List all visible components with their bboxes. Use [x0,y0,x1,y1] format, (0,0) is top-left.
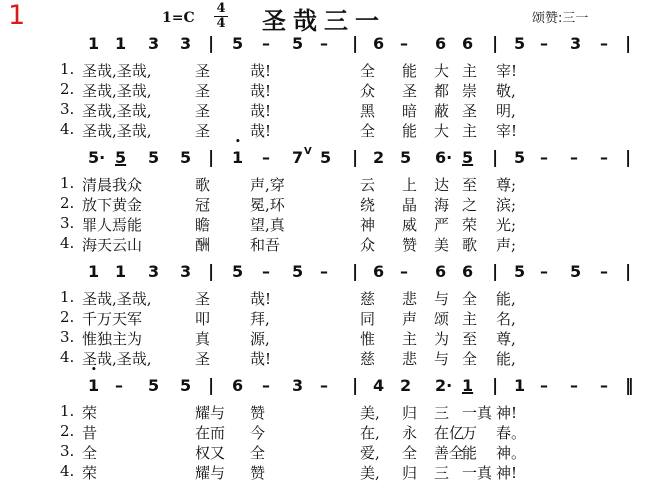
verse-number: 1. [60,402,75,420]
time-top: 4 [216,1,226,16]
lyric-word: 三 [434,464,450,482]
note: – [600,376,608,395]
note: 6 [462,34,474,53]
barline: | [352,262,359,282]
note: – [600,262,608,281]
note: – [320,262,328,281]
lyric-word: 荣 [82,464,98,482]
key-signature: 1=C [162,10,195,26]
lyric-word: 圣哉,圣哉, [82,350,152,368]
lyric-word: 上 [402,176,418,194]
verse-number: 1. [60,288,75,306]
lyric-word: 圣 [195,102,211,120]
note: 5· [88,148,106,167]
lyric-word: 悲 [402,290,418,308]
note: 5 [514,262,526,281]
lyric-word: 能 [402,62,418,80]
lyric-word: 神! [496,464,518,482]
note: 5 [232,262,244,281]
lyric-word: 主 [402,330,418,348]
lyric-word: 之 [462,196,478,214]
lyric-word: 圣哉,圣哉, [82,82,152,100]
note: 1 [88,34,100,53]
lyric-line [60,60,660,80]
lyric-word: 圣哉,圣哉, [82,62,152,80]
note: – [540,376,548,395]
lyric-word: 宰! [496,62,518,80]
lyric-word: 慈 [360,290,376,308]
lyric-word: 哉! [250,122,272,140]
lyric-word: 赞 [250,464,266,482]
lyric-word: 惟独主为 [82,330,143,348]
lyric-word: 三 [434,404,450,422]
lyric-word: 宰! [496,122,518,140]
lyric-line [60,288,660,308]
lyric-word: 与 [434,290,450,308]
note: 5 [148,376,160,395]
verse-number: 3. [60,214,75,232]
lyric-word: 冠 [195,196,211,214]
lyric-word: 放下黄金 [82,196,143,214]
note: 5 [148,148,160,167]
note: 5 [514,34,526,53]
lyric-word: 叩 [195,310,211,328]
note: – [540,148,548,167]
lyric-word: 声 [402,310,418,328]
lyric-line [60,348,660,368]
lyric-word: 歌 [195,176,211,194]
lyric-word: 全 [402,444,418,462]
lyric-word: 全 [250,444,266,462]
note: – [400,34,408,53]
lyric-line [60,80,660,100]
note: 5 [292,34,304,53]
hymn-credit: 颂赞:三一 [532,11,589,26]
barline: | [492,262,499,282]
note: 2· [435,376,453,395]
barline: | [492,34,499,54]
note: 3 [148,34,160,53]
note: – [600,148,608,167]
note: 5 [292,262,304,281]
lyric-word: 赞 [250,404,266,422]
lyric-word: 全 [462,290,478,308]
lyric-word: 圣哉,圣哉, [82,102,152,120]
barline: | [625,34,632,54]
barline: | [208,34,215,54]
lyric-word: 主 [462,122,478,140]
barline: | [352,34,359,54]
verse-number: 2. [60,80,75,98]
note: 5 [232,34,244,53]
lyric-word: 达 [434,176,450,194]
lyric-word: 都 [434,82,450,100]
barline: | [492,376,499,396]
lyric-word: 善全 [434,444,465,462]
lyric-word: 美 [434,236,450,254]
lyric-word: 同 [360,310,376,328]
lyric-word: 永 [402,424,418,442]
lyric-line [60,402,660,422]
note: V [304,146,312,157]
lyric-word: 主 [462,310,478,328]
note: • 1 [232,148,243,167]
note: 2 [400,376,412,395]
note: – [262,34,270,53]
lyric-word: 能, [496,350,516,368]
lyric-word: 圣 [462,102,478,120]
lyric-word: 声,穿 [250,176,285,194]
note: – [262,262,270,281]
lyric-word: 拜, [250,310,270,328]
lyric-word: 一真 [462,404,493,422]
note: 3 [292,376,304,395]
notation-line [0,262,667,286]
lyric-word: 全 [82,444,98,462]
barline: | [352,376,359,396]
lyric-word: 爱, [360,444,380,462]
lyric-word: 晶 [402,196,418,214]
lyric-word: 大 [434,122,450,140]
lyric-word: 云 [360,176,376,194]
verse-number: 3. [60,442,75,460]
lyric-word: 在而 [195,424,226,442]
lyric-word: 惟 [360,330,376,348]
lyric-word: 能 [462,444,478,462]
lyric-word: 至 [462,330,478,348]
lyric-word: 荣 [462,216,478,234]
note: 1 [115,34,127,53]
lyric-line [60,328,660,348]
lyric-word: 与 [434,350,450,368]
lyric-word: 能, [496,290,516,308]
lyric-word: 在亿 [434,424,465,442]
lyric-word: 蔽 [434,102,450,120]
barline: | [208,262,215,282]
lyric-word: 源, [250,330,270,348]
note: 1 [462,376,474,395]
verse-number: 3. [60,328,75,346]
lyric-word: 声; [496,236,517,254]
note: 7 [292,148,304,167]
note: 3 [180,262,192,281]
verse-number: 2. [60,194,75,212]
lyric-word: 尊; [496,176,517,194]
note: 3 [148,262,160,281]
lyric-word: 名, [496,310,516,328]
note: 1 [88,262,100,281]
note: – [262,376,270,395]
note: 5 [514,148,526,167]
lyric-line [60,100,660,120]
lyric-line [60,194,660,214]
note: 6 [232,376,244,395]
lyric-word: 美, [360,404,380,422]
lyric-word: 海天云山 [82,236,143,254]
lyric-word: 圣哉,圣哉, [82,290,152,308]
note: – [570,376,578,395]
lyric-word: 万 [462,424,478,442]
note: – [600,34,608,53]
verse-number: 4. [60,120,75,138]
lyric-word: 圣 [195,62,211,80]
time-signature [214,3,228,30]
note: 2 [373,148,385,167]
notation-line [0,376,667,400]
lyric-word: 黑 [360,102,376,120]
lyric-word: 望,真 [250,216,285,234]
note: 6 [435,262,447,281]
barline: ‖ [625,376,634,396]
hymn-title: 圣哉三一 [262,6,386,35]
lyric-line [60,308,660,328]
note: – [320,376,328,395]
barline: | [208,148,215,168]
lyric-word: 圣 [402,82,418,100]
verse-number: 4. [60,462,75,480]
note: 3 [180,34,192,53]
lyric-line [60,234,660,254]
verse-number: 4. [60,234,75,252]
lyric-word: 耀与 [195,464,226,482]
lyric-word: 滨; [496,196,517,214]
lyric-word: 今 [250,424,266,442]
note: 6 [373,262,385,281]
lyric-word: 尊, [496,330,516,348]
notation-line [0,34,667,58]
lyric-word: 全 [462,350,478,368]
lyric-word: 大 [434,62,450,80]
page-number: 1 [8,0,26,31]
lyric-word: 酬 [195,236,211,254]
lyric-word: 哉! [250,350,272,368]
note: 6 [373,34,385,53]
lyric-line [60,120,660,140]
note: 5 [180,376,192,395]
lyric-word: 圣 [195,350,211,368]
verse-number: 2. [60,308,75,326]
note: 5 [570,262,582,281]
note: 3 [570,34,582,53]
verse-number: 1. [60,174,75,192]
lyric-word: 敬, [496,82,516,100]
lyric-word: 哉! [250,102,272,120]
lyric-word: 神 [360,216,376,234]
lyric-word: 光; [496,216,517,234]
lyric-word: 美, [360,464,380,482]
note: • 1 [88,376,99,395]
note: 5 [180,148,192,167]
lyric-word: 全 [360,62,376,80]
lyric-word: 冕,环 [250,196,285,214]
lyric-word: 瞻 [195,216,211,234]
lyric-word: 哉! [250,290,272,308]
lyric-line [60,442,660,462]
verse-number: 4. [60,348,75,366]
lyric-word: 圣 [195,290,211,308]
barline: | [492,148,499,168]
note: 5 [115,148,127,167]
lyric-word: 圣哉,圣哉, [82,122,152,140]
lyric-word: 圣 [195,122,211,140]
lyric-word: 至 [462,176,478,194]
note: 6 [462,262,474,281]
lyric-word: 严 [434,216,450,234]
lyric-line [60,462,660,482]
lyric-word: 圣 [195,82,211,100]
lyric-word: 真 [195,330,211,348]
lyric-word: 全 [360,122,376,140]
lyric-line [60,214,660,234]
verse-number: 2. [60,422,75,440]
note: 6 [435,34,447,53]
lyric-word: 权又 [195,444,226,462]
lyric-word: 哉! [250,62,272,80]
lyric-word: 主 [462,62,478,80]
note: 1 [514,376,526,395]
lyric-word: 和吾 [250,236,281,254]
lyric-word: 绕 [360,196,376,214]
lyric-line [60,174,660,194]
time-bottom: 4 [216,16,226,31]
verse-number: 3. [60,100,75,118]
note: 5 [462,148,474,167]
note: – [400,262,408,281]
lyric-word: 暗 [402,102,418,120]
lyric-word: 昔 [82,424,98,442]
note: 5 [400,148,412,167]
note: 5 [320,148,332,167]
lyric-word: 威 [402,216,418,234]
lyric-word: 哉! [250,82,272,100]
lyric-word: 海 [434,196,450,214]
barline: | [352,148,359,168]
barline: | [625,262,632,282]
lyric-word: 为 [434,330,450,348]
barline: | [625,148,632,168]
lyric-word: 罪人焉能 [82,216,143,234]
note: – [115,376,123,395]
barline: | [208,376,215,396]
lyric-word: 清晨我众 [82,176,143,194]
note: – [570,148,578,167]
note: 4 [373,376,385,395]
lyric-word: 在, [360,424,380,442]
note: 1 [115,262,127,281]
lyric-word: 归 [402,404,418,422]
lyric-word: 歌 [462,236,478,254]
lyric-word: 众 [360,236,376,254]
lyric-word: 崇 [462,82,478,100]
lyric-word: 耀与 [195,404,226,422]
lyric-word: 一真 [462,464,493,482]
lyric-word: 赞 [402,236,418,254]
lyric-word: 众 [360,82,376,100]
note: – [540,34,548,53]
lyric-word: 归 [402,464,418,482]
lyric-word: 颂 [434,310,450,328]
lyric-word: 悲 [402,350,418,368]
note: – [540,262,548,281]
verse-number: 1. [60,60,75,78]
notation-line [0,148,667,172]
note: 6· [435,148,453,167]
lyric-word: 慈 [360,350,376,368]
lyric-word: 千万天军 [82,310,143,328]
lyric-word: 神! [496,404,518,422]
lyric-word: 荣 [82,404,98,422]
lyric-line [60,422,660,442]
note: – [262,148,270,167]
lyric-word: 明, [496,102,516,120]
note: – [320,34,328,53]
lyric-word: 神。 [496,444,527,462]
lyric-word: 能 [402,122,418,140]
lyric-word: 春。 [496,424,527,442]
